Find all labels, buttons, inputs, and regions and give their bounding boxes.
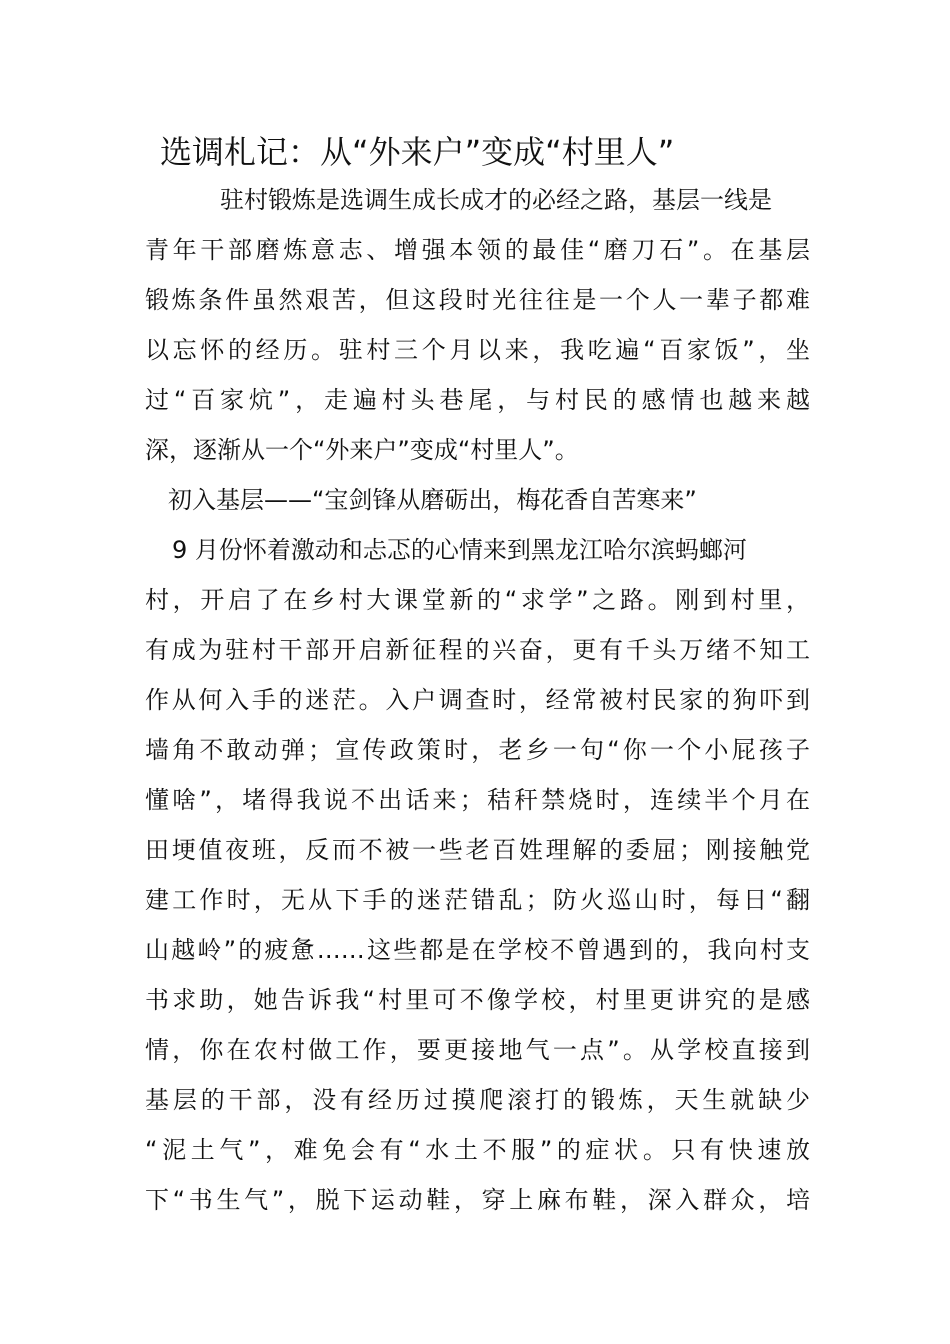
paragraph-line: 村，开启了在乡村大课堂新的“求学”之路。刚到村里， xyxy=(145,586,810,614)
paragraph-line: 建工作时，无从下手的迷茫错乱；防火巡山时，每日“翻 xyxy=(145,886,810,914)
paragraph-line: 作从何入手的迷茫。入户调查时，经常被村民家的狗吓到 xyxy=(145,686,810,714)
paragraph-line: 驻村锻炼是选调生成长成才的必经之路，基层一线是 xyxy=(220,186,772,214)
paragraph-line: 书求助，她告诉我“村里可不像学校，村里更讲究的是感 xyxy=(145,986,810,1014)
paragraph-line: 下“书生气”，脱下运动鞋，穿上麻布鞋，深入群众，培 xyxy=(145,1186,810,1214)
paragraph-line: 青年干部磨炼意志、增强本领的最佳“磨刀石”。在基层 xyxy=(145,236,810,264)
paragraph-line: 墙角不敢动弹；宣传政策时，老乡一句“你一个小屁孩子 xyxy=(145,736,810,764)
section-heading: 初入基层——“宝剑锋从磨砺出，梅花香自苦寒来” xyxy=(168,486,697,514)
paragraph-line: 深，逐渐从一个“外来户”变成“村里人”。 xyxy=(145,436,579,464)
paragraph-line: 情，你在农村做工作，要更接地气一点”。从学校直接到 xyxy=(145,1036,810,1064)
paragraph-line: 锻炼条件虽然艰苦，但这段时光往往是一个人一辈子都难 xyxy=(145,286,810,314)
paragraph-line: 有成为驻村干部开启新征程的兴奋，更有千头万绪不知工 xyxy=(145,636,810,664)
paragraph-line: 田埂值夜班，反而不被一些老百姓理解的委屈；刚接触党 xyxy=(145,836,810,864)
document-title: 选调札记：从“外来户”变成“村里人” xyxy=(160,133,675,171)
paragraph-line: 基层的干部，没有经历过摸爬滚打的锻炼，天生就缺少 xyxy=(145,1086,810,1114)
paragraph-line: 以忘怀的经历。驻村三个月以来，我吃遍“百家饭”，坐 xyxy=(145,336,810,364)
paragraph-line: “泥土气”，难免会有“水土不服”的症状。只有快速放 xyxy=(145,1136,810,1164)
paragraph-line: 懂啥”，堵得我说不出话来；秸秆禁烧时，连续半个月在 xyxy=(145,786,810,814)
paragraph-line: 9 月份怀着激动和忐忑的心情来到黑龙江哈尔滨蚂螂河 xyxy=(172,536,747,564)
paragraph-line: 山越岭”的疲惫……这些都是在学校不曾遇到的，我向村支 xyxy=(145,936,810,964)
paragraph-line: 过“百家炕”，走遍村头巷尾，与村民的感情也越来越 xyxy=(145,386,810,414)
